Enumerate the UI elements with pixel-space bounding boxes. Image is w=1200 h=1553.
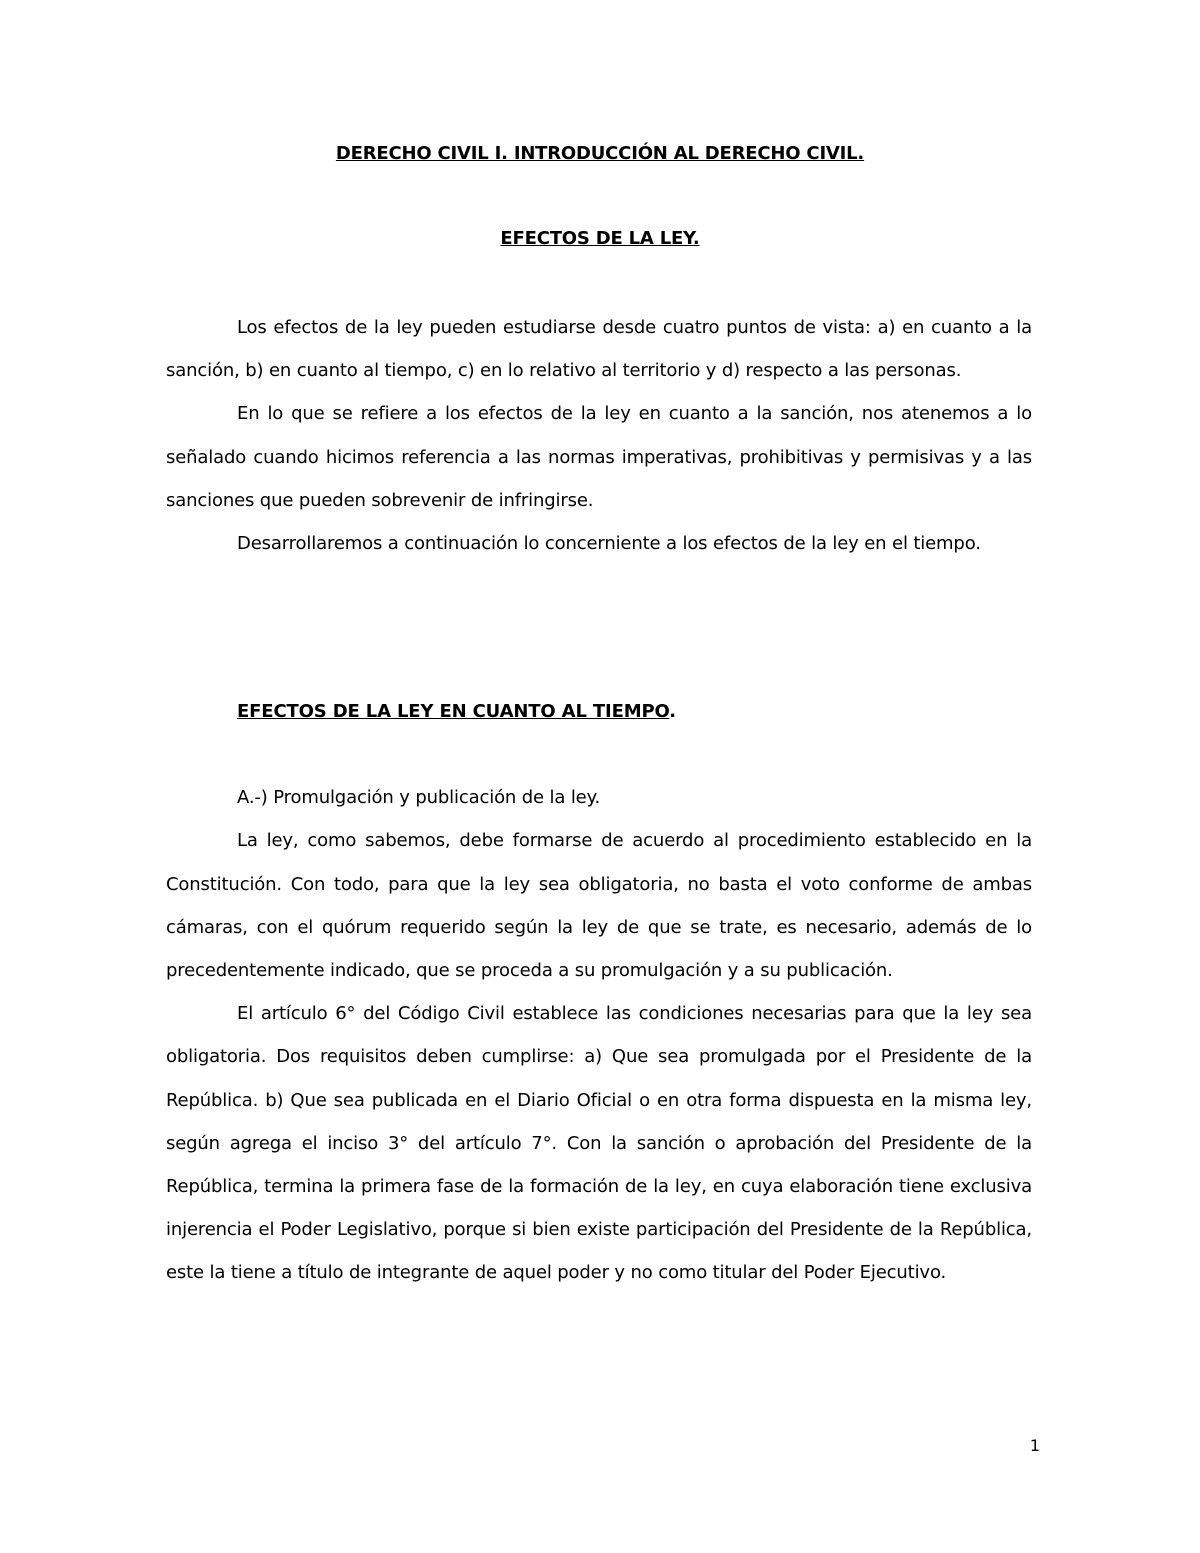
document-subtitle: EFECTOS DE LA LEY. [500,228,700,249]
subheading: A.-) Promulgación y publicación de la ley. [237,787,601,809]
paragraph: Los efectos de la ley pueden estudiarse desde cuatro puntos de vista: a) en cuanto a la sanción, b) en cuanto al tiempo, c) en lo relativo al territorio y d) respecto a las personas. [166,317,1032,382]
section-heading [166,690,1032,733]
paragraph: La ley, como sabemos, debe formarse de acuerdo al procedimiento establecido en la Constitución. Con todo, para que la ley sea obligatoria, no basta el voto conforme de ambas cámaras, con el quórum requerido según la ley de que se trate, es necesario, además de lo precedentemente indicado, que se proceda a su promulgación y a su publicación. [166,830,1032,982]
time-section [166,690,1032,1295]
page-number: 1 [1029,1436,1040,1455]
paragraph: Desarrollaremos a continuación lo concerniente a los efectos de la ley en el tiempo. [237,533,981,555]
intro-section [166,306,1032,565]
paragraph: En lo que se refiere a los efectos de la ley en cuanto a la sanción, nos atenemos a lo señalado cuando hicimos referencia a las normas imperativas, prohibitivas y permisivas y a las sanciones que pueden sobrevenir de infringirse. [166,403,1032,511]
section-heading-text: EFECTOS DE LA LEY EN CUANTO AL TIEMPO [237,701,670,722]
spacer [166,733,1032,776]
document-title: DERECHO CIVIL I. INTRODUCCIÓN AL DERECHO CIVIL. [335,143,865,164]
paragraph: El artículo 6° del Código Civil establece las condiciones necesarias para que la ley sea obligatoria. Dos requisitos deben cumplirse: a) Que sea promulgada por el Presidente de la República. b) Que sea publicada en el Diario Oficial o en otra forma dispuesta en la misma ley, según agrega el inciso 3° del artículo 7°. Con la sanción o aprobación del Presidente de la República, termina la primera fase de la formación de la ley, en cuya elaboración tiene exclusiva injerencia el Poder Legislativo, porque si bien existe participación del Presidente de la República, este la tiene a título de integrante de aquel poder y no como titular del Poder Ejecutivo. [166,1003,1032,1284]
section-heading-suffix: . [669,701,676,722]
